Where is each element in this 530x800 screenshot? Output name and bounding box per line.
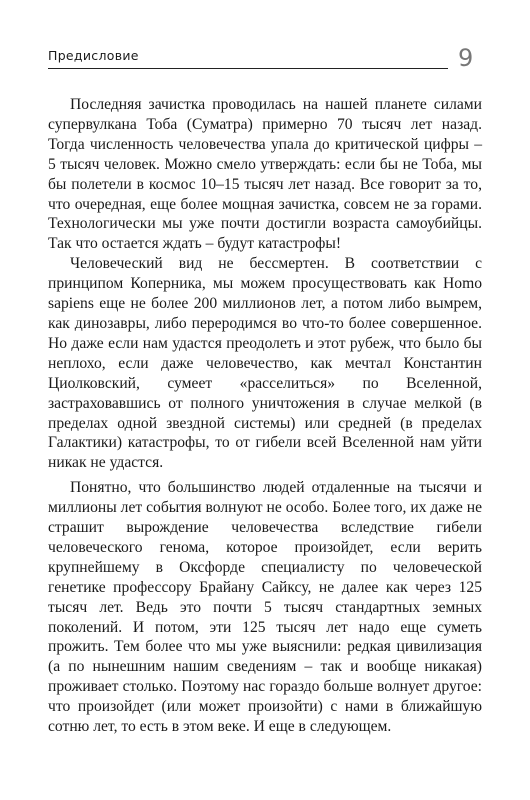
paragraph: Последняя зачистка проводилась на нашей планете силами супервулкана Тоба (Суматра) примерно 70 тысяч лет назад. Тогда численность человечества упала до критической цифры – 5 тысяч человек. Можно смело утверждать: если бы не Тоба, мы бы полетели в космос 10–15 тысяч лет назад. Все говорит за то, что очередная, еще более мощная зачистка, совсем не за горами. Технологически мы уже почти достигли возраста самоубийцы. Так что остается ждать – будут катастрофы! bbox=[48, 96, 482, 253]
body-text bbox=[48, 95, 482, 737]
section-title: Предисловие bbox=[48, 48, 139, 63]
page-number: 9 bbox=[458, 44, 474, 72]
header-rule bbox=[48, 68, 448, 69]
paragraph: Понятно, что большинство людей отдаленные на тысячи и миллионы лет события волнуют не особо. Более того, их даже не страшит вырождение человечества вследствие гибели человеческого генома, которое произойдет, если верить крупнейшему в Оксфорде специалисту по человеческой генетике профессору Брайану Сайксу, не далее как через 125 тысяч лет. Ведь это почти 5 тысяч стандартных земных поколений. И потом, эти 125 тысяч лет надо еще суметь прожить. Тем более что мы уже выяснили: редкая цивилизация (а по нынешним нашим сведениям – так и вообще никакая) проживает столько. Поэтому нас гораздо больше волнует другое: что произойдет (или может произойти) с нами в ближайшую сотню лет, то есть в этом веке. И еще в следующем. bbox=[48, 479, 482, 736]
paragraph: Человеческий вид не бессмертен. В соответствии с принципом Коперника, мы можем просуществовать как Homo sapiens еще не более 200 миллионов лет, а потом либо вымрем, как динозавры, либо переродимся во что-то более совершенное. Но даже если нам удастся преодолеть и этот рубеж, что было бы неплохо, если даже человечество, как мечтал Константин Циолковский, сумеет «расселиться» по Вселенной, застраховавшись от полного уничтожения в случае мелкой (в пределах одной звездной системы) или средней (в пределах Галактики) катастрофы, то от гибели всей Вселенной нам уйти никак не удастся. bbox=[48, 255, 482, 472]
running-header bbox=[48, 47, 448, 69]
